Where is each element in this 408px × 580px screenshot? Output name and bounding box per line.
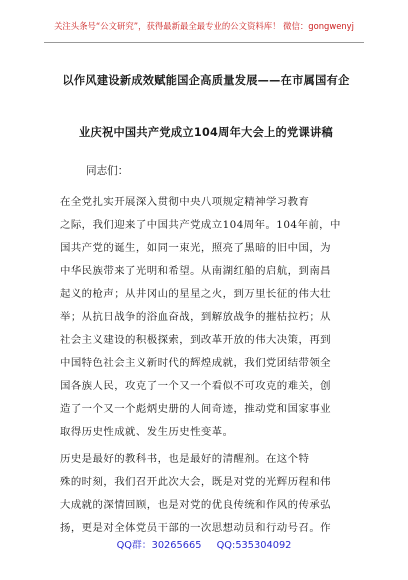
document-title-line-1: 以作风建设新成效赋能国企高质量发展——在市属国有企 [62, 74, 350, 87]
document-title-line-2: 业庆祝中国共产党成立104周年大会上的党课讲稿 [78, 126, 333, 139]
body-line: 举；从抗日战争的浴血奋战，到解放战争的摧枯拉朽；从 [60, 311, 332, 323]
body-line: 起义的枪声；从井冈山的星星之火，到万里长征的伟大壮 [60, 288, 332, 300]
body-line: 扬，更是对全体党员干部的一次思想动员和行动号召。作 [60, 522, 332, 534]
body-line: 造了一个又一个彪炳史册的人间奇迹，推动党和国家事业 [60, 403, 332, 415]
footer-qq-group: QQ群：30265665 [116, 540, 202, 551]
header-banner-text: 关注头条号“公文研究”，获得最新最全最专业的公文资料库！ 微信：gongwenyj [54, 21, 354, 31]
body-line: 之际，我们迎来了中国共产党成立104周年。104年前，中 [60, 219, 341, 231]
body-line: 历史是最好的教科书，也是最好的清醒剂。在这个特 [60, 453, 310, 465]
body-line: 社会主义建设的积极探索，到改革开放的伟大决策，再到 [60, 334, 332, 346]
body-line: 在全党扎实开展深入贯彻中央八项规定精神学习教育 [60, 196, 310, 208]
body-line: 中华民族带来了光明和希望。从南湖红船的启航，到南昌 [60, 265, 332, 277]
body-line: 国共产党的诞生，如同一束光，照亮了黑暗的旧中国，为 [60, 242, 332, 254]
body-line: 中国特色社会主义新时代的辉煌成就，我们党团结带领全 [60, 357, 332, 369]
body-line: 国各族人民，攻克了一个又一个看似不可攻克的难关，创 [60, 380, 332, 392]
body-line: 取得历史性成就、发生历史性变革。 [60, 426, 234, 438]
body-line: 殊的时刻，我们召开此次大会，既是对党的光辉历程和伟 [60, 476, 332, 488]
body-line: 大成就的深情回顾，也是对党的优良传统和作风的传承弘 [60, 499, 332, 511]
footer-qq: QQ:535304092 [216, 540, 292, 551]
salutation: 同志们： [86, 165, 129, 177]
footer-contact [0, 537, 408, 551]
header-banner [44, 14, 364, 43]
